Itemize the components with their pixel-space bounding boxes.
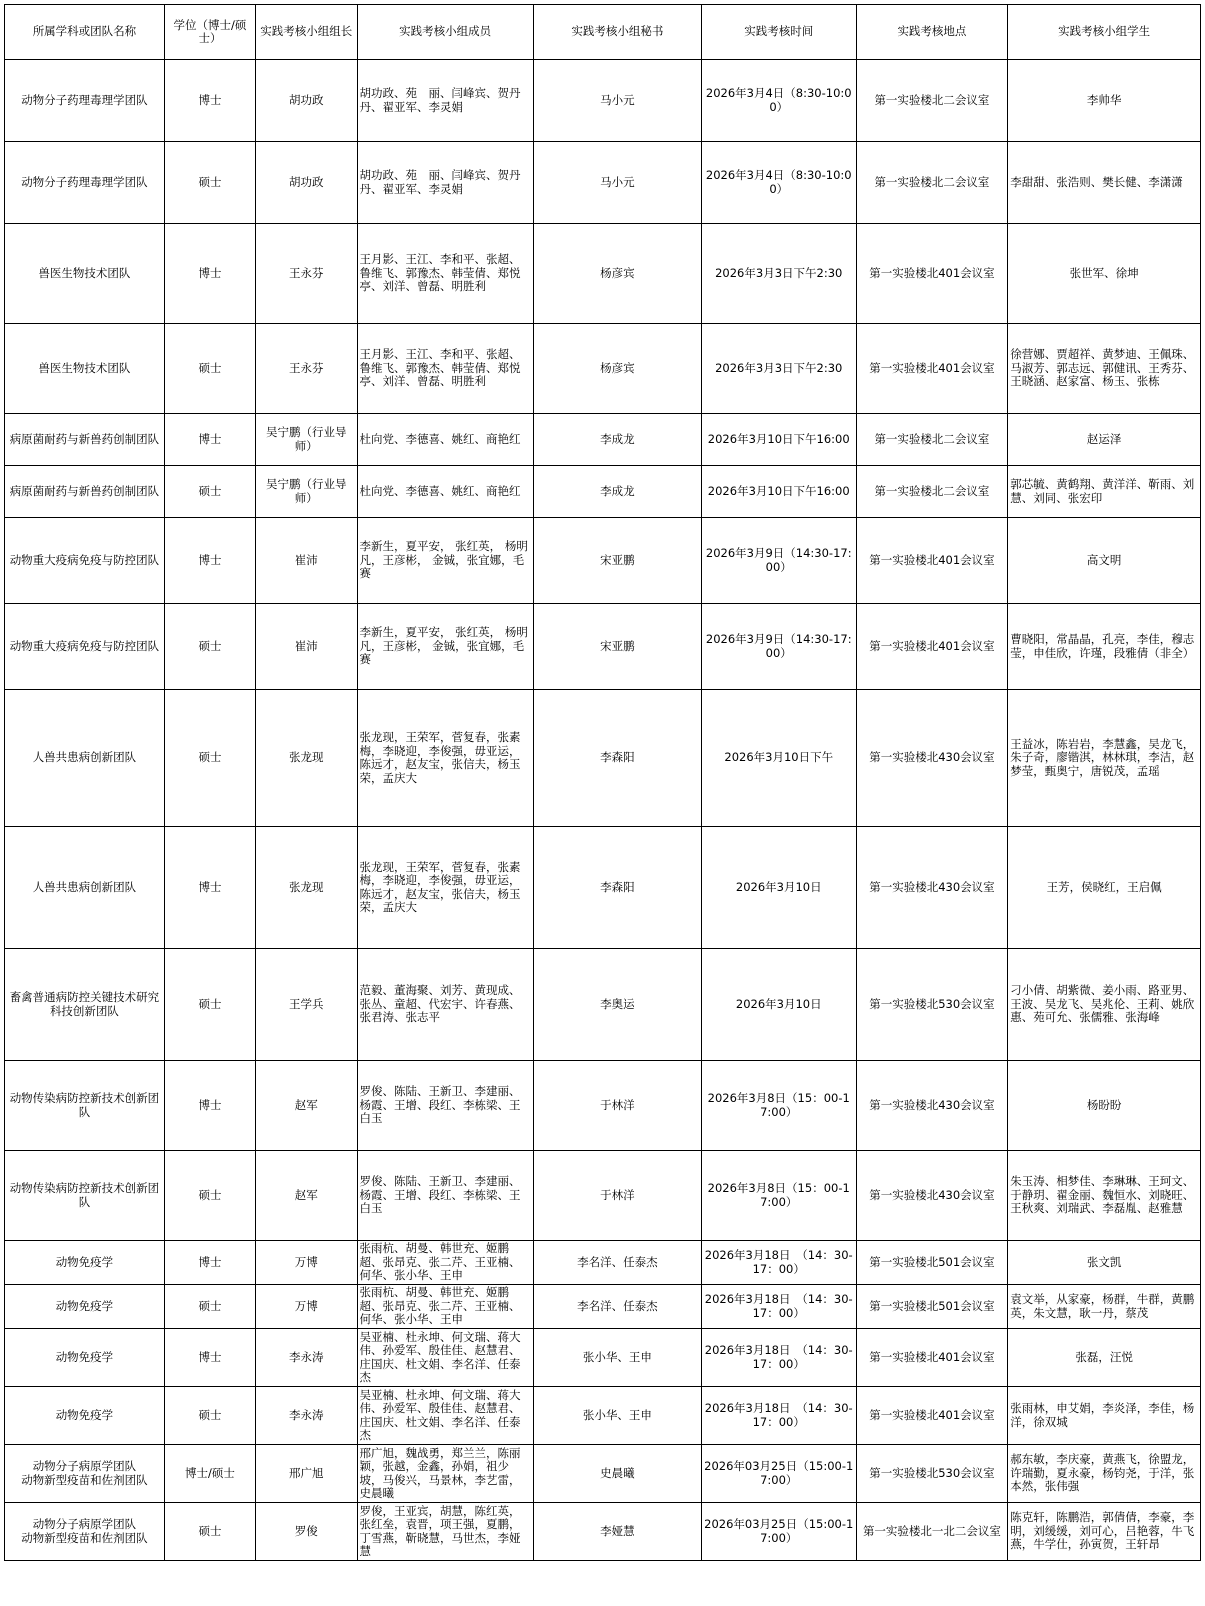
header-place: 实践考核地点 xyxy=(856,5,1008,60)
leader-cell: 胡功政 xyxy=(256,142,357,224)
table-row xyxy=(5,604,1201,690)
students-cell: 郝东敏，李庆豪，黄燕飞，徐盟龙，许瑞勤，夏永豪，杨钧尧，于洋，张本然，张伟强 xyxy=(1008,1445,1201,1503)
members-cell: 罗俊、陈陆、王新卫、李建丽、杨霞、王增、段红、李栋梁、王白玉 xyxy=(357,1151,533,1241)
students-cell: 赵运泽 xyxy=(1008,414,1201,466)
time-cell: 2026年3月9日（14:30-17:00） xyxy=(701,604,856,690)
place-cell: 第一实验楼北430会议室 xyxy=(856,1151,1008,1241)
team-cell: 动物传染病防控新技术创新团队 xyxy=(5,1151,165,1241)
time-cell: 2026年03月25日（15:00-17:00） xyxy=(701,1503,856,1561)
place-cell: 第一实验楼北二会议室 xyxy=(856,466,1008,518)
students-cell: 李甜甜、张浩则、樊长健、李潇潇 xyxy=(1008,142,1201,224)
members-cell: 王月影、王江、李和平、张超、鲁维飞、郭豫杰、韩莹倩、郑悦亭、刘洋、曾磊、明胜利 xyxy=(357,324,533,414)
members-cell: 杜向党、李德喜、姚红、商艳红 xyxy=(357,414,533,466)
students-cell: 徐营娜、贾超祥、黄梦迪、王佩珠、马淑芳、郭志远、郭健讯、王秀芬、王晓涵、赵家富、杨玉、张栋 xyxy=(1008,324,1201,414)
header-row xyxy=(5,5,1201,60)
team-cell: 病原菌耐药与新兽药创制团队 xyxy=(5,414,165,466)
secretary-cell: 马小元 xyxy=(533,142,701,224)
degree-cell: 硕士 xyxy=(164,142,255,224)
secretary-cell: 张小华、王申 xyxy=(533,1329,701,1387)
degree-cell: 博士 xyxy=(164,1241,255,1285)
secretary-cell: 李森阳 xyxy=(533,827,701,949)
place-cell: 第一实验楼北二会议室 xyxy=(856,414,1008,466)
degree-cell: 博士 xyxy=(164,827,255,949)
leader-cell: 王永芬 xyxy=(256,224,357,324)
secretary-cell: 李娅慧 xyxy=(533,1503,701,1561)
members-cell: 李新生，夏平安， 张红英， 杨明凡，王彦彬， 金铖，张宜娜，毛赛 xyxy=(357,518,533,604)
students-cell: 高文明 xyxy=(1008,518,1201,604)
table-row xyxy=(5,1061,1201,1151)
time-cell: 2026年3月18日 （14：30-17：00） xyxy=(701,1241,856,1285)
team-cell: 动物传染病防控新技术创新团队 xyxy=(5,1061,165,1151)
students-cell: 曹晓阳，常晶晶，孔亮，李佳，穆志莹，申佳欣，许瑾，段雅倩（非全） xyxy=(1008,604,1201,690)
team-cell: 动物分子药理毒理学团队 xyxy=(5,60,165,142)
degree-cell: 博士 xyxy=(164,518,255,604)
table-row xyxy=(5,1241,1201,1285)
place-cell: 第一实验楼北430会议室 xyxy=(856,827,1008,949)
table-row xyxy=(5,690,1201,827)
leader-cell: 张龙现 xyxy=(256,827,357,949)
team-cell: 动物免疫学 xyxy=(5,1387,165,1445)
secretary-cell: 李成龙 xyxy=(533,466,701,518)
leader-cell: 崔沛 xyxy=(256,604,357,690)
secretary-cell: 宋亚鹏 xyxy=(533,604,701,690)
place-cell: 第一实验楼北530会议室 xyxy=(856,949,1008,1061)
secretary-cell: 马小元 xyxy=(533,60,701,142)
secretary-cell: 杨彦宾 xyxy=(533,324,701,414)
table-row xyxy=(5,1285,1201,1329)
place-cell: 第一实验楼北401会议室 xyxy=(856,1387,1008,1445)
students-cell: 王芳，侯晓红，王启佩 xyxy=(1008,827,1201,949)
degree-cell: 硕士 xyxy=(164,324,255,414)
place-cell: 第一实验楼北二会议室 xyxy=(856,142,1008,224)
team-cell: 兽医生物技术团队 xyxy=(5,224,165,324)
table-row xyxy=(5,142,1201,224)
members-cell: 张雨杭、胡曼、韩世充、姬鹏超、张昂克、张二芹、王亚楠、何华、张小华、王申 xyxy=(357,1241,533,1285)
members-cell: 张雨杭、胡曼、韩世充、姬鹏超、张昂克、张二芹、王亚楠、何华、张小华、王申 xyxy=(357,1285,533,1329)
students-cell: 刁小倩、胡紫微、姜小雨、路亚男、王波、吴龙飞、吴兆伦、王莉、姚欣惠、苑可允、张儒雅、张海峰 xyxy=(1008,949,1201,1061)
secretary-cell: 于林洋 xyxy=(533,1061,701,1151)
degree-cell: 硕士 xyxy=(164,1151,255,1241)
time-cell: 2026年3月3日下午2:30 xyxy=(701,324,856,414)
degree-cell: 博士 xyxy=(164,60,255,142)
table-row xyxy=(5,1503,1201,1561)
header-team: 所属学科或团队名称 xyxy=(5,5,165,60)
time-cell: 2026年3月10日 xyxy=(701,827,856,949)
leader-cell: 万博 xyxy=(256,1241,357,1285)
secretary-cell: 杨彦宾 xyxy=(533,224,701,324)
leader-cell: 胡功政 xyxy=(256,60,357,142)
team-cell: 动物分子病原学团队 动物新型疫苗和佐剂团队 xyxy=(5,1445,165,1503)
leader-cell: 王学兵 xyxy=(256,949,357,1061)
degree-cell: 博士 xyxy=(164,1061,255,1151)
place-cell: 第一实验楼北二会议室 xyxy=(856,60,1008,142)
time-cell: 2026年3月4日（8:30-10:00） xyxy=(701,60,856,142)
table-row xyxy=(5,949,1201,1061)
time-cell: 2026年3月10日下午16:00 xyxy=(701,466,856,518)
leader-cell: 赵军 xyxy=(256,1061,357,1151)
team-cell: 畜禽普通病防控关键技术研究科技创新团队 xyxy=(5,949,165,1061)
leader-cell: 崔沛 xyxy=(256,518,357,604)
students-cell: 李帅华 xyxy=(1008,60,1201,142)
header-members: 实践考核小组成员 xyxy=(357,5,533,60)
leader-cell: 张龙现 xyxy=(256,690,357,827)
team-cell: 人兽共患病创新团队 xyxy=(5,827,165,949)
degree-cell: 博士/硕士 xyxy=(164,1445,255,1503)
table-body xyxy=(5,60,1201,1561)
table-row xyxy=(5,1387,1201,1445)
time-cell: 2026年3月10日 xyxy=(701,949,856,1061)
time-cell: 2026年3月8日（15：00-17:00） xyxy=(701,1151,856,1241)
time-cell: 2026年3月3日下午2:30 xyxy=(701,224,856,324)
secretary-cell: 宋亚鹏 xyxy=(533,518,701,604)
leader-cell: 李永涛 xyxy=(256,1387,357,1445)
place-cell: 第一实验楼北401会议室 xyxy=(856,324,1008,414)
students-cell: 张雨林，申艾娟，李炎泽，李佳，杨洋，徐双城 xyxy=(1008,1387,1201,1445)
degree-cell: 硕士 xyxy=(164,949,255,1061)
secretary-cell: 李森阳 xyxy=(533,690,701,827)
practice-assessment-table xyxy=(4,4,1201,1561)
members-cell: 吴亚楠、杜永坤、何文瑞、蒋大伟、孙爱军、殷佳佳、赵慧君、庄国庆、杜文娟、李名洋、任泰杰 xyxy=(357,1329,533,1387)
header-secretary: 实践考核小组秘书 xyxy=(533,5,701,60)
secretary-cell: 李奥运 xyxy=(533,949,701,1061)
members-cell: 范毅、董海聚、刘芳、黄现成、张丛、童超、代宏宇、许春燕、张君涛、张志平 xyxy=(357,949,533,1061)
place-cell: 第一实验楼北401会议室 xyxy=(856,1329,1008,1387)
time-cell: 2026年3月18日 （14：30-17：00） xyxy=(701,1285,856,1329)
degree-cell: 硕士 xyxy=(164,690,255,827)
table-row xyxy=(5,1151,1201,1241)
place-cell: 第一实验楼北401会议室 xyxy=(856,518,1008,604)
degree-cell: 硕士 xyxy=(164,604,255,690)
students-cell: 朱玉涛、相梦佳、李琳琳、王珂文、于静玥、翟金丽、魏恒水、刘晓旺、王秋爽、刘瑞武、李磊胤、赵雅慧 xyxy=(1008,1151,1201,1241)
team-cell: 病原菌耐药与新兽药创制团队 xyxy=(5,466,165,518)
table-row xyxy=(5,224,1201,324)
table-row xyxy=(5,60,1201,142)
secretary-cell: 张小华、王申 xyxy=(533,1387,701,1445)
leader-cell: 赵军 xyxy=(256,1151,357,1241)
table-row xyxy=(5,466,1201,518)
header-degree: 学位（博士/硕士） xyxy=(164,5,255,60)
secretary-cell: 史晨曦 xyxy=(533,1445,701,1503)
time-cell: 2026年3月10日下午16:00 xyxy=(701,414,856,466)
team-cell: 兽医生物技术团队 xyxy=(5,324,165,414)
place-cell: 第一实验楼北401会议室 xyxy=(856,224,1008,324)
team-cell: 动物免疫学 xyxy=(5,1285,165,1329)
place-cell: 第一实验楼北530会议室 xyxy=(856,1445,1008,1503)
leader-cell: 万博 xyxy=(256,1285,357,1329)
members-cell: 胡功政、苑 丽、闫峰宾、贺丹丹、翟亚军、李灵娟 xyxy=(357,60,533,142)
time-cell: 2026年3月4日（8:30-10:00） xyxy=(701,142,856,224)
place-cell: 第一实验楼北一北二会议室 xyxy=(856,1503,1008,1561)
leader-cell: 罗俊 xyxy=(256,1503,357,1561)
students-cell: 张文凯 xyxy=(1008,1241,1201,1285)
members-cell: 张龙现，王荣军，菅复春，张素梅，李晓迎，李俊强，毋亚运，陈远才，赵友宝，张信夫，杨玉荣，孟庆大 xyxy=(357,690,533,827)
leader-cell: 李永涛 xyxy=(256,1329,357,1387)
team-cell: 动物重大疫病免疫与防控团队 xyxy=(5,518,165,604)
degree-cell: 硕士 xyxy=(164,466,255,518)
members-cell: 邢广旭，魏战勇，郑兰兰，陈丽颖，张越，金鑫，孙娟，祖少坡，马俊兴，马景林，李艺雷，史晨曦 xyxy=(357,1445,533,1503)
leader-cell: 吴宁鹏（行业导师） xyxy=(256,414,357,466)
degree-cell: 博士 xyxy=(164,1329,255,1387)
table-row xyxy=(5,1445,1201,1503)
time-cell: 2026年03月25日（15:00-17:00） xyxy=(701,1445,856,1503)
table-row xyxy=(5,1329,1201,1387)
place-cell: 第一实验楼北430会议室 xyxy=(856,1061,1008,1151)
table-row xyxy=(5,414,1201,466)
secretary-cell: 李名洋、任泰杰 xyxy=(533,1241,701,1285)
time-cell: 2026年3月9日（14:30-17:00） xyxy=(701,518,856,604)
team-cell: 人兽共患病创新团队 xyxy=(5,690,165,827)
team-cell: 动物分子病原学团队 动物新型疫苗和佐剂团队 xyxy=(5,1503,165,1561)
students-cell: 张磊，汪悦 xyxy=(1008,1329,1201,1387)
table-row xyxy=(5,518,1201,604)
members-cell: 张龙现，王荣军，菅复春，张素梅，李晓迎，李俊强，毋亚运，陈远才，赵友宝，张信夫，杨玉荣，孟庆大 xyxy=(357,827,533,949)
leader-cell: 吴宁鹏（行业导师） xyxy=(256,466,357,518)
leader-cell: 王永芬 xyxy=(256,324,357,414)
team-cell: 动物重大疫病免疫与防控团队 xyxy=(5,604,165,690)
team-cell: 动物免疫学 xyxy=(5,1329,165,1387)
students-cell: 陈克轩，陈鹏浩，郭倩倩，李豪，李明，刘缓缓，刘可心，吕艳蓉，牛飞燕，牛学仕，孙寅贺，王轩昂 xyxy=(1008,1503,1201,1561)
members-cell: 吴亚楠、杜永坤、何文瑞、蒋大伟、孙爱军、殷佳佳、赵慧君、庄国庆、杜文娟、李名洋、任泰杰 xyxy=(357,1387,533,1445)
members-cell: 罗俊、陈陆、王新卫、李建丽、杨霞、王增、段红、李栋梁、王白玉 xyxy=(357,1061,533,1151)
degree-cell: 硕士 xyxy=(164,1503,255,1561)
degree-cell: 硕士 xyxy=(164,1285,255,1329)
time-cell: 2026年3月10日下午 xyxy=(701,690,856,827)
secretary-cell: 李成龙 xyxy=(533,414,701,466)
secretary-cell: 李名洋、任泰杰 xyxy=(533,1285,701,1329)
place-cell: 第一实验楼北430会议室 xyxy=(856,690,1008,827)
place-cell: 第一实验楼北401会议室 xyxy=(856,604,1008,690)
header-time: 实践考核时间 xyxy=(701,5,856,60)
header-students: 实践考核小组学生 xyxy=(1008,5,1201,60)
members-cell: 李新生，夏平安， 张红英， 杨明凡，王彦彬， 金铖，张宜娜，毛赛 xyxy=(357,604,533,690)
members-cell: 王月影、王江、李和平、张超、鲁维飞、郭豫杰、韩莹倩、郑悦亭、刘洋、曾磊、明胜利 xyxy=(357,224,533,324)
time-cell: 2026年3月18日 （14：30-17：00） xyxy=(701,1329,856,1387)
place-cell: 第一实验楼北501会议室 xyxy=(856,1285,1008,1329)
members-cell: 杜向党、李德喜、姚红、商艳红 xyxy=(357,466,533,518)
degree-cell: 博士 xyxy=(164,224,255,324)
members-cell: 胡功政、苑 丽、闫峰宾、贺丹丹、翟亚军、李灵娟 xyxy=(357,142,533,224)
time-cell: 2026年3月18日 （14：30-17：00） xyxy=(701,1387,856,1445)
members-cell: 罗俊，王亚宾，胡慧，陈红英，张红垒，袁晋，项王强，夏鹏，丁雪燕，靳晓慧，马世杰，李娅慧 xyxy=(357,1503,533,1561)
leader-cell: 邢广旭 xyxy=(256,1445,357,1503)
degree-cell: 硕士 xyxy=(164,1387,255,1445)
degree-cell: 博士 xyxy=(164,414,255,466)
students-cell: 王益冰，陈岩岩，李慧鑫，吴龙飞，朱子奇，廖锴淇，林林琪，李洁，赵梦莹，甄奥宁，唐锐茂，孟瑶 xyxy=(1008,690,1201,827)
secretary-cell: 于林洋 xyxy=(533,1151,701,1241)
table-row xyxy=(5,324,1201,414)
table-row xyxy=(5,827,1201,949)
time-cell: 2026年3月8日（15：00-17:00） xyxy=(701,1061,856,1151)
team-cell: 动物免疫学 xyxy=(5,1241,165,1285)
students-cell: 杨盼盼 xyxy=(1008,1061,1201,1151)
team-cell: 动物分子药理毒理学团队 xyxy=(5,142,165,224)
students-cell: 袁文举，从家豪，杨群，牛群，黄鹏英，朱文慧，耿一丹，蔡茂 xyxy=(1008,1285,1201,1329)
students-cell: 张世军、徐坤 xyxy=(1008,224,1201,324)
students-cell: 郭芯毓、黄鹤翔、黄洋洋、靳雨、刘慧、刘同、张宏印 xyxy=(1008,466,1201,518)
header-leader: 实践考核小组组长 xyxy=(256,5,357,60)
place-cell: 第一实验楼北501会议室 xyxy=(856,1241,1008,1285)
